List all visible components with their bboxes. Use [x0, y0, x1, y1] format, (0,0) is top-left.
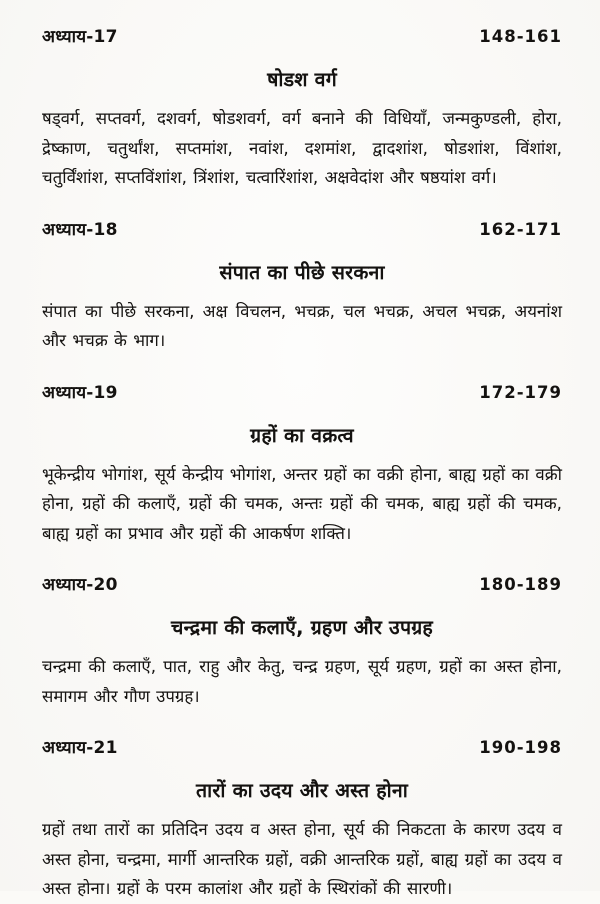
chapter-description: संपात का पीछे सरकना, अक्ष विचलन, भचक्र, चल भचक्र, अचल भचक्र, अयनांश और भचक्र के भाग। — [42, 300, 562, 350]
chapter-label: अध्याय-20 — [42, 575, 118, 595]
chapter-page-range: 172-179 — [479, 382, 562, 402]
chapter-section-21 — [42, 735, 562, 904]
chapter-title: संपात का पीछे सरकना — [219, 260, 385, 284]
chapter-description: भूकेन्द्रीय भोगांश, सूर्य केन्द्रीय भोगांश, अन्तर ग्रहों का वक्री होना, बाह्य ग्रहों का वक्री होना, ग्रहों की कलाएँ, ग्रहों की चमक, अन्तः ग्रहों की चमक, बाह्य ग्रहों की चमक, बाह्य ग्रहों का प्रभाव और ग्रहों की आकर्षण शक्ति। — [42, 463, 562, 543]
chapter-page-range: 190-198 — [479, 738, 562, 757]
chapter-section-20 — [42, 572, 562, 711]
chapter-header-row — [42, 380, 562, 403]
chapter-page-range: 180-189 — [479, 575, 562, 594]
chapter-section-17 — [42, 24, 562, 193]
chapter-title: षोडश वर्ग — [267, 68, 337, 91]
chapter-title: ग्रहों का वक्रत्व — [250, 423, 354, 447]
chapter-page-range: 162-171 — [479, 219, 562, 239]
chapter-label: अध्याय-18 — [42, 219, 118, 240]
chapter-header-row — [42, 24, 562, 47]
chapter-section-19 — [42, 380, 562, 549]
chapter-label: अध्याय-19 — [42, 382, 118, 403]
chapter-label: अध्याय-17 — [42, 27, 118, 47]
chapter-description: षड्वर्ग, सप्तवर्ग, दशवर्ग, षोडशवर्ग, वर्ग बनाने की विधियाँ, जन्मकुण्डली, होरा, द्रेष्काण, चतुर्थांश, सप्तमांश, नवांश, दशमांश, द्वादशांश, षोडशांश, विंशांश, चतुर्विंशांश, सप्तविंशांश, त्रिंशांश, चत्वारिंशांश, अक्षवेदांश और षष्ठयांश वर्ग। — [42, 108, 562, 187]
chapter-title: तारों का उदय और अस्त होना — [196, 779, 408, 802]
chapter-title: चन्द्रमा की कलाएँ, ग्रहण और उपग्रह — [171, 616, 433, 639]
chapter-header-row — [42, 572, 562, 595]
chapter-description: ग्रहों तथा तारों का प्रतिदिन उदय व अस्त होना, सूर्य की निकटता के कारण उदय व अस्त होना, चन्द्रमा, मार्गी आन्तरिक ग्रहों, वक्री आन्तरिक ग्रहों, बाह्य ग्रहों का उदय व अस्त होना। ग्रहों के परम कालांश और ग्रहों के स्थिरांकों की सारणी। — [42, 819, 562, 898]
chapter-header-row — [42, 217, 562, 240]
chapter-page-range: 148-161 — [479, 27, 562, 46]
chapter-label: अध्याय-21 — [42, 738, 118, 758]
chapter-section-18 — [42, 217, 562, 356]
chapter-description: चन्द्रमा की कलाएँ, पात, राहु और केतु, चन्द्र ग्रहण, सूर्य ग्रहण, ग्रहों का अस्त होना, समागम और गौण उपग्रह। — [42, 656, 562, 706]
chapter-header-row — [42, 735, 562, 758]
